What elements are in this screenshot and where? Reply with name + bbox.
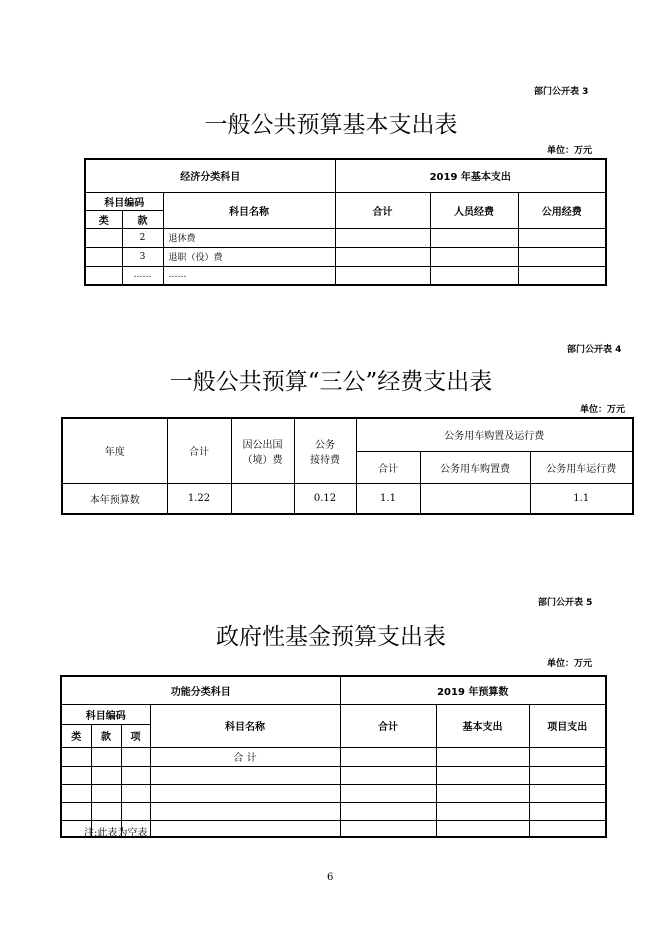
table1-row1-total [335, 228, 430, 247]
table1-header-kuan: 款 [122, 210, 163, 228]
page-number: 6 [327, 872, 334, 883]
table2-row-year: 本年预算数 [62, 483, 167, 514]
table2-tag: 部门公开表 4 [567, 345, 622, 355]
table1-row2-personnel [430, 247, 518, 266]
table2-row-abroad [231, 483, 294, 514]
table-row [85, 228, 606, 247]
table1-row3-total [335, 266, 430, 285]
table1-row2-kuan: 3 [122, 247, 163, 266]
table2-header-abroad [231, 418, 294, 483]
table3-header-kuan: 款 [91, 724, 121, 747]
table1-row3-kuan: …… [122, 266, 163, 285]
table1-row1-name: 退休费 [163, 228, 335, 247]
table2-title: 一般公共预算“三公”经费支出表 [169, 369, 493, 395]
table2-row-vehicle-operation: 1.1 [530, 483, 633, 514]
table2-unit: 单位：万元 [580, 405, 626, 415]
table1-row2-public [518, 247, 606, 266]
table2-header-vehicle: 公务用车购置及运行费 [356, 418, 633, 451]
table1-header-econ: 经济分类科目 [85, 159, 335, 192]
table3-total-row-label: 合 计 [150, 747, 340, 766]
table3-header-project: 项目支出 [529, 704, 606, 747]
table1-row1-lei [85, 228, 122, 247]
table1-tag: 部门公开表 3 [534, 87, 589, 97]
table2-row-vehicle-total: 1.1 [356, 483, 420, 514]
table2-header-reception-line1: 公务 [315, 439, 335, 451]
table2-row-reception: 0.12 [294, 483, 356, 514]
table2-header-vehicle-operation: 公务用车运行费 [530, 451, 633, 483]
table3-header-name: 科目名称 [150, 704, 340, 747]
table-row [61, 784, 606, 802]
table1-row2-total [335, 247, 430, 266]
table1-row3-lei [85, 266, 122, 285]
table2-header-abroad-line1: 因公出国 [242, 439, 283, 451]
table3-header-total: 合计 [340, 704, 436, 747]
table2 [61, 417, 634, 515]
table2-header-year: 年度 [62, 418, 167, 483]
table1-row1-personnel [430, 228, 518, 247]
table1-row3-public [518, 266, 606, 285]
table1-row1-public [518, 228, 606, 247]
table-row [85, 266, 606, 285]
table1-header-public: 公用经费 [518, 192, 606, 228]
table2-header-vehicle-total: 合计 [356, 451, 420, 483]
table-row [61, 747, 606, 766]
table1-row1-kuan: 2 [122, 228, 163, 247]
table3-unit: 单位：万元 [547, 659, 593, 669]
table3-header-func: 功能分类科目 [61, 676, 340, 704]
table1-title: 一般公共预算基本支出表 [204, 112, 458, 138]
table1-header-total: 合计 [335, 192, 430, 228]
table1-header-year: 2019 年基本支出 [335, 159, 606, 192]
table3-note: 注:此表为空表 [84, 828, 148, 839]
table2-header-total: 合计 [167, 418, 231, 483]
table1-row3-personnel [430, 266, 518, 285]
table2-header-abroad-line2: （境）费 [242, 454, 283, 466]
table3-header-xiang: 项 [121, 724, 150, 747]
table2-header-reception [294, 418, 356, 483]
table1 [84, 158, 607, 286]
table3-tag: 部门公开表 5 [538, 598, 593, 608]
table1-row2-name: 退职（役）费 [163, 247, 335, 266]
table2-header-vehicle-purchase: 公务用车购置费 [420, 451, 530, 483]
table-row [62, 483, 633, 514]
table-row [61, 766, 606, 784]
table-row [61, 802, 606, 820]
table1-unit: 单位：万元 [547, 146, 593, 156]
table1-header-lei: 类 [85, 210, 122, 228]
table1-header-code: 科目编码 [85, 192, 163, 210]
table1-header-personnel: 人员经费 [430, 192, 518, 228]
table3-header-basic: 基本支出 [436, 704, 529, 747]
table1-header-name: 科目名称 [163, 192, 335, 228]
table-row [85, 247, 606, 266]
table3-title: 政府性基金预算支出表 [216, 624, 446, 650]
table2-row-vehicle-purchase [420, 483, 530, 514]
table1-row3-name: …… [163, 266, 335, 285]
table3-header-year: 2019 年预算数 [340, 676, 606, 704]
table1-row2-lei [85, 247, 122, 266]
table3 [60, 675, 607, 838]
table3-header-lei: 类 [61, 724, 91, 747]
table2-header-reception-line2: 接待费 [310, 454, 340, 466]
table3-header-code: 科目编码 [61, 704, 150, 724]
table2-row-total: 1.22 [167, 483, 231, 514]
